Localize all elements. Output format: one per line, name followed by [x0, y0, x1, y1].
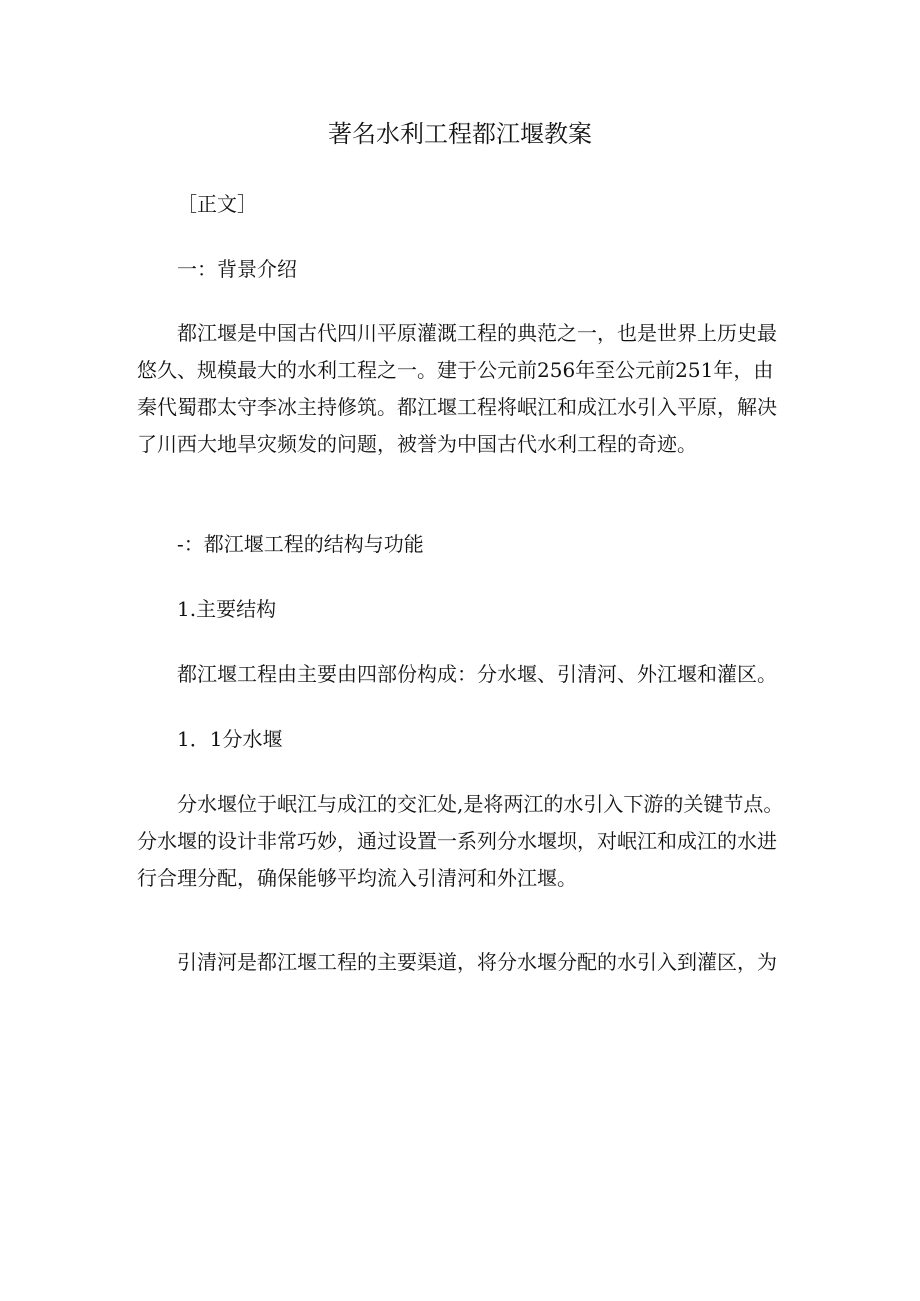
heading-diversion-weir-text: 1．1分水堰 — [177, 727, 283, 751]
paragraph-line: 秦代蜀郡太守李冰主持修筑。都江堰工程将岷江和成江水引入平原，解决 — [137, 395, 777, 419]
paragraph-background — [137, 315, 789, 463]
paragraph-line: 都江堰工程由主要由四部份构成：分水堰、引清河、外江堰和灌区。 — [177, 662, 777, 686]
paragraph-structure — [137, 656, 789, 693]
paragraph-line: 分水堰位于岷江与成江的交汇处,是将两江的水引入下游的关键节点。 — [177, 792, 784, 816]
heading-background — [137, 251, 789, 288]
paragraph-line: 分水堰的设计非常巧妙，通过设置一系列分水堰坝，对岷江和成江的水进 — [137, 829, 777, 853]
heading-main-structure-text: 1.主要结构 — [177, 597, 277, 621]
paragraph-line: 都江堰是中国古代四川平原灌溉工程的典范之一，也是世界上历史最 — [177, 321, 777, 345]
heading-main-structure — [137, 591, 789, 628]
paragraph-line: 了川西大地旱灾频发的问题，被誉为中国古代水利工程的奇迹。 — [137, 432, 697, 456]
paragraph-diversion-weir — [137, 786, 789, 897]
heading-background-text: 一：背景介绍 — [177, 257, 297, 281]
section-tag — [137, 186, 789, 223]
heading-diversion-weir — [137, 721, 789, 758]
paragraph-line: 行合理分配，确保能够平均流入引清河和外江堰。 — [137, 866, 577, 890]
document-title: 著名水利工程都江堰教案 — [328, 120, 592, 148]
paragraph-line: 引清河是都江堰工程的主要渠道，将分水堰分配的水引入到灌区，为 — [177, 950, 777, 974]
heading-structure-function — [137, 526, 789, 563]
heading-structure-function-text: -：都江堰工程的结构与功能 — [177, 532, 424, 556]
section-tag-text: ［正文］ — [177, 192, 257, 216]
paragraph-line: 悠久、规模最大的水利工程之一。建于公元前256年至公元前251年，由 — [137, 358, 774, 382]
paragraph-channel — [137, 944, 789, 981]
